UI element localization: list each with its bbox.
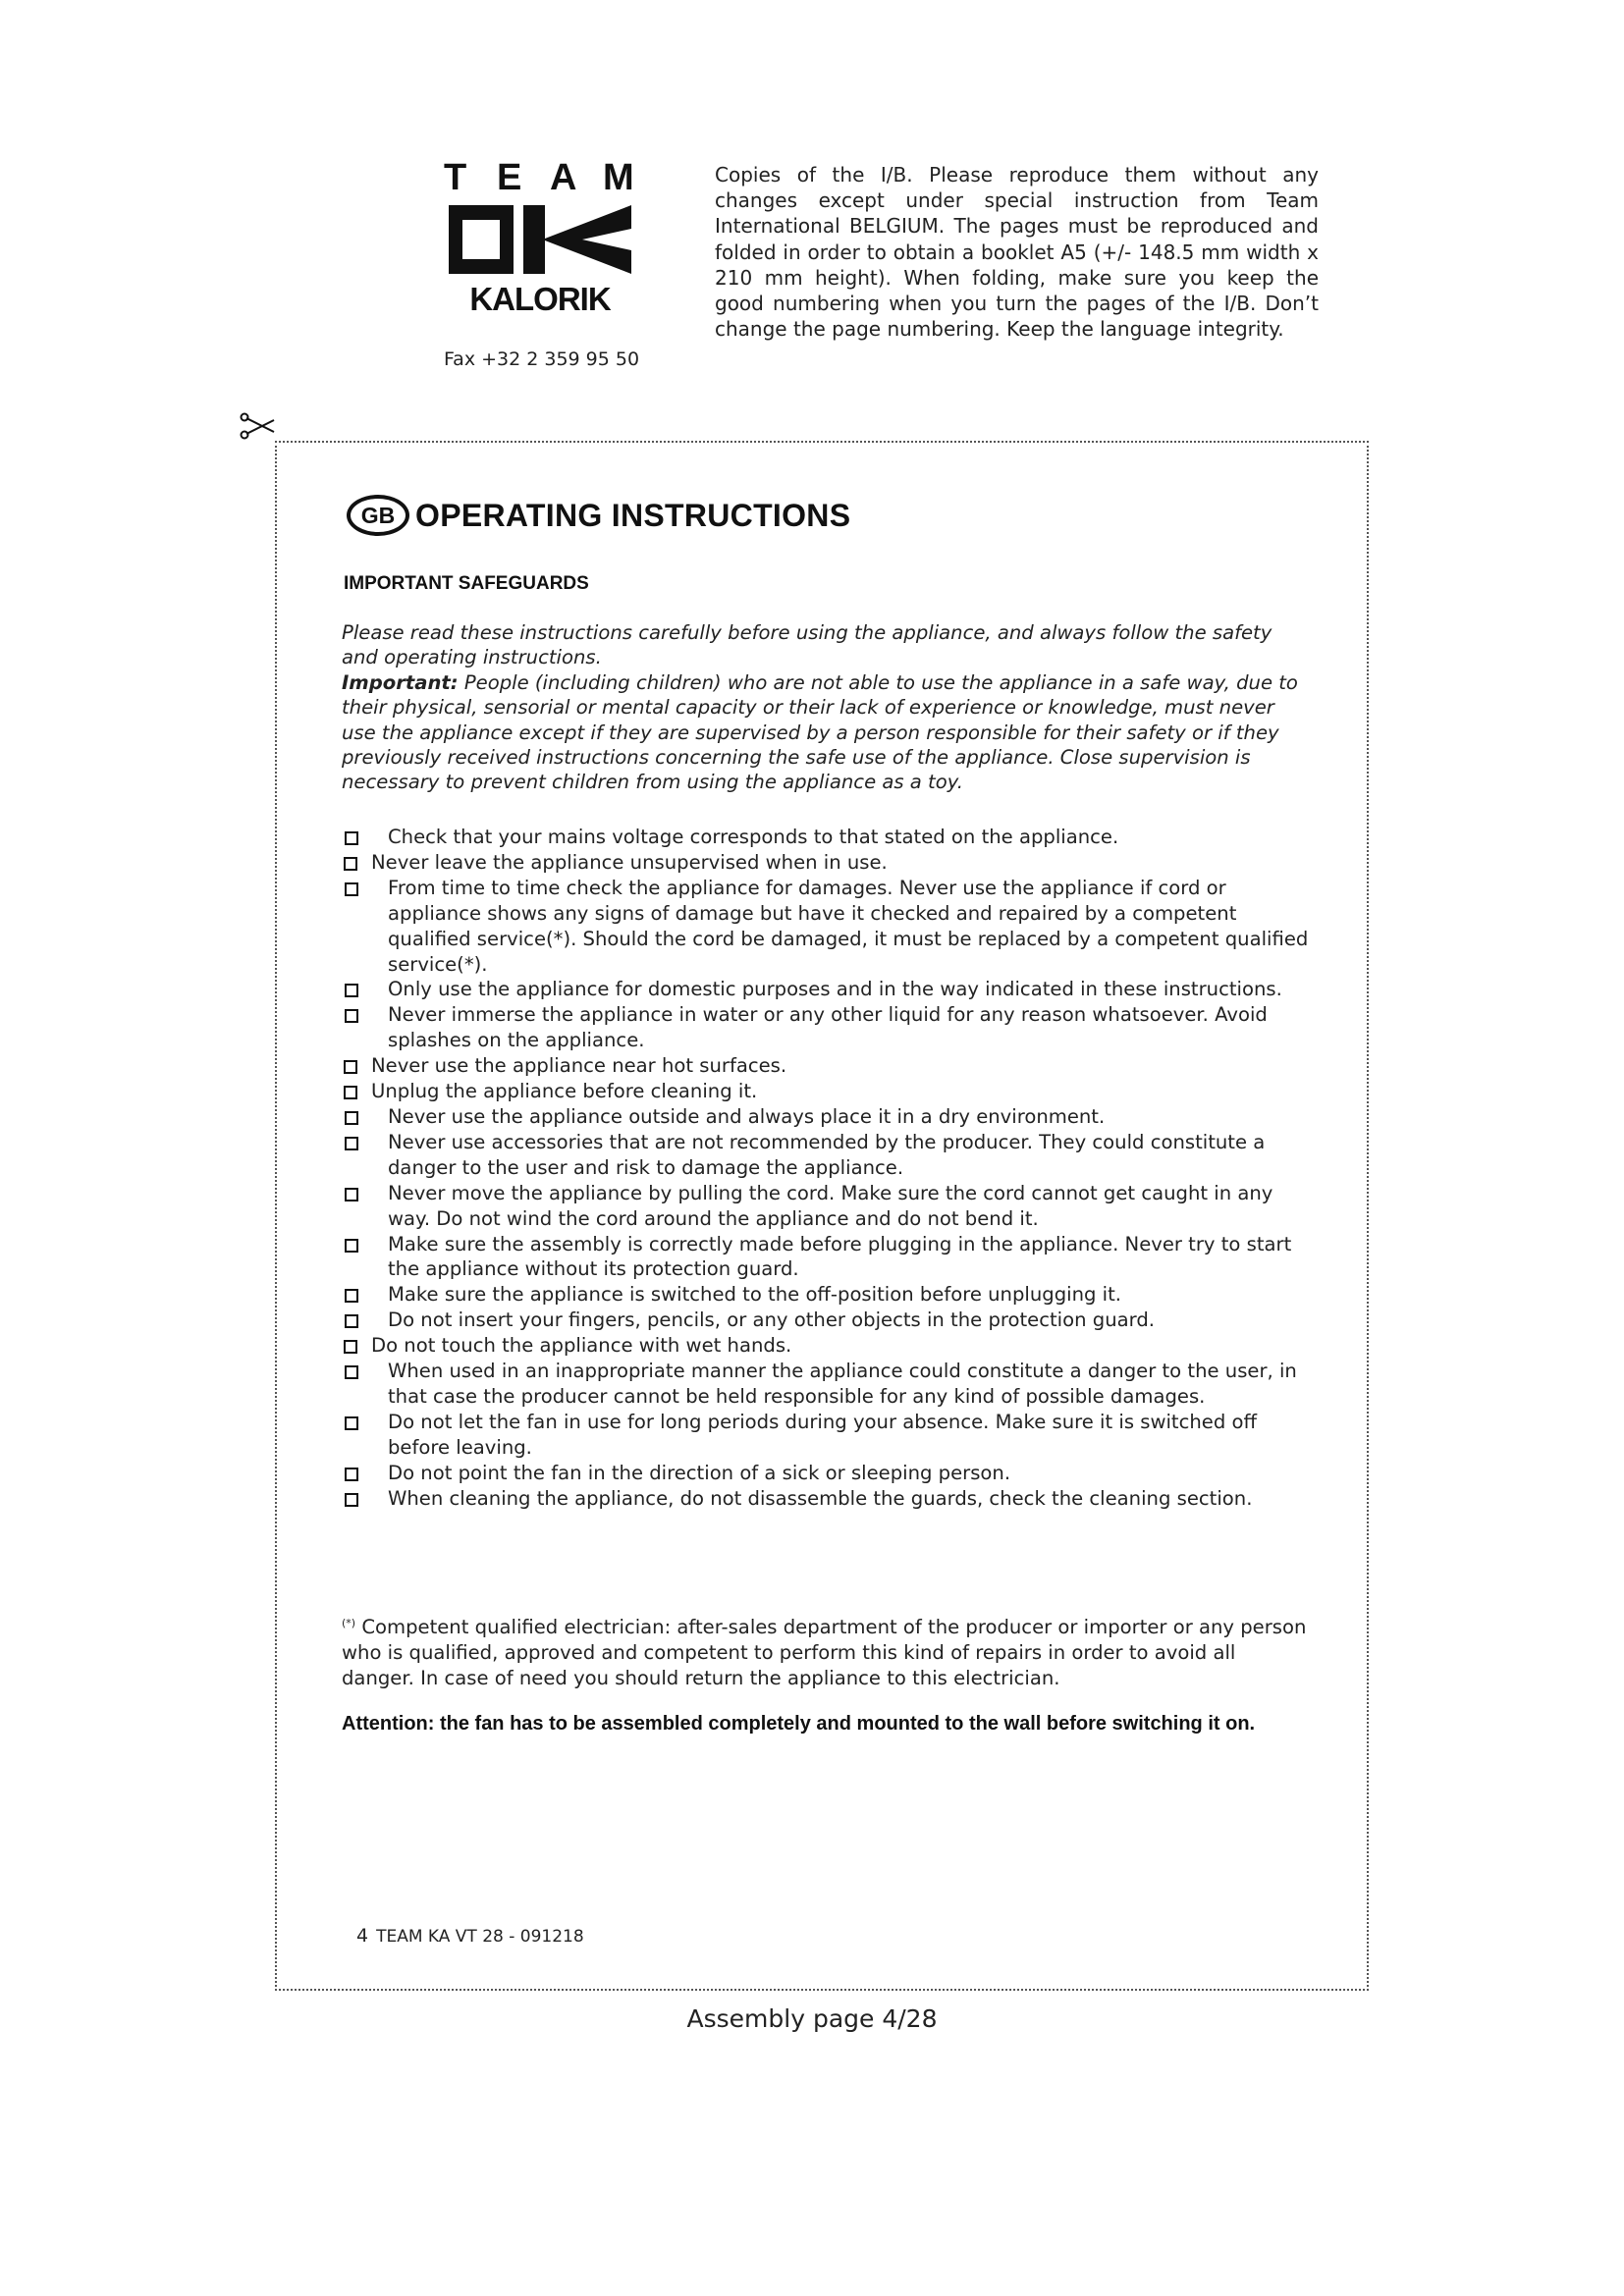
- checkbox-icon: [345, 1416, 358, 1430]
- document-code: TEAM KA VT 28 - 091218: [376, 1927, 584, 1947]
- safeguards-heading: IMPORTANT SAFEGUARDS: [344, 573, 589, 594]
- safeguards-list: [342, 825, 1309, 1511]
- checkbox-icon: [345, 1009, 358, 1023]
- checkbox-icon: [344, 1060, 357, 1074]
- logo-letter: E: [497, 157, 522, 198]
- important-text: People (including children) who are not able to use the appliance in a safe way, due to their physical, sensorial or mental capacity or their lack of experience or knowledge, must never use the appliance except if they are supervised by a person responsible for their safety or if they previously received instructions concerning the safe use of the appliance. Close supervision is necessary to prevent children from using the appliance as a toy.: [342, 670, 1298, 794]
- scissors-icon: [239, 412, 278, 440]
- footnote-text: Competent qualified electrician: after-sales department of the producer or importer or any person who is qualified, approved and competent to perform this kind of repairs in order to avoid all danger. In case of need you should return the appliance to this electrician.: [342, 1616, 1307, 1689]
- important-label: Important:: [342, 670, 459, 694]
- list-item: Make sure the assembly is correctly made before plugging in the appliance. Never try to start the appliance without its protection guard.: [342, 1232, 1309, 1283]
- logo-letter: A: [550, 157, 577, 198]
- list-item: Check that your mains voltage corresponds to that stated on the appliance.: [342, 825, 1309, 850]
- fax-number: Fax +32 2 359 95 50: [444, 348, 640, 370]
- section-heading: [347, 491, 850, 540]
- checkbox-icon: [344, 857, 357, 871]
- logo-team-wordmark: [442, 157, 638, 196]
- checkbox-icon: [345, 1239, 358, 1253]
- page-footer: [356, 1925, 584, 1947]
- checkbox-icon: [345, 984, 358, 997]
- copies-note: Copies of the I/B. Please reproduce them without any changes except under special instruction from Team International BELGIUM. The pages must be reproduced and folded in order to obtain a booklet A5 (+/- 148.5 mm width x 210 mm height). When folding, make sure you keep the good numbering when you turn the pages of the I/B. Don’t change the page numbering. Keep the language integrity.: [715, 163, 1319, 342]
- checkbox-icon: [345, 882, 358, 896]
- footnote-marker: (*): [342, 1617, 356, 1629]
- checkbox-icon: [345, 1188, 358, 1201]
- list-item: Never move the appliance by pulling the cord. Make sure the cord cannot get caught in any way. Do not wind the cord around the appliance and do not bend it.: [342, 1181, 1309, 1232]
- logo-brand: KALORIK: [469, 281, 611, 317]
- page-number: 4: [356, 1925, 369, 1947]
- list-item: Never use the appliance outside and always place it in a dry environment.: [342, 1104, 1309, 1130]
- checkbox-icon: [345, 1289, 358, 1303]
- footnote: [342, 1611, 1309, 1691]
- intro-paragraph: [342, 620, 1309, 795]
- checkbox-icon: [344, 1086, 357, 1099]
- intro-lead: Please read these instructions carefully before using the appliance, and always follow the safety and operating instructions.: [342, 621, 1272, 669]
- checkbox-icon: [345, 1468, 358, 1481]
- language-badge: GB: [347, 495, 409, 536]
- checkbox-icon: [345, 1365, 358, 1379]
- checkbox-icon: [345, 1314, 358, 1328]
- logo-mark-icon: [447, 203, 633, 282]
- list-item: When cleaning the appliance, do not disassemble the guards, check the cleaning section.: [342, 1486, 1309, 1512]
- list-item: Never use the appliance near hot surfaces.: [342, 1053, 1309, 1079]
- list-item: From time to time check the appliance for damages. Never use the appliance if cord or appliance shows any signs of damage but have it checked and repaired by a competent qualified service(*). Should the cord be damaged, it must be replaced by a competent qualified service(*).: [342, 876, 1309, 978]
- logo-letter: M: [603, 157, 634, 198]
- list-item: Do not touch the appliance with wet hands.: [342, 1333, 1309, 1359]
- list-item: Do not insert your fingers, pencils, or any other objects in the protection guard.: [342, 1308, 1309, 1333]
- page-title: OPERATING INSTRUCTIONS: [415, 497, 851, 533]
- checkbox-icon: [345, 1111, 358, 1125]
- attention-note: Attention: the fan has to be assembled completely and mounted to the wall before switching it on.: [342, 1713, 1256, 1735]
- list-item: Never use accessories that are not recommended by the producer. They could constitute a danger to the user and risk to damage the appliance.: [342, 1130, 1309, 1181]
- checkbox-icon: [345, 1493, 358, 1507]
- checkbox-icon: [345, 831, 358, 845]
- list-item: Never leave the appliance unsupervised when in use.: [342, 850, 1309, 876]
- assembly-page-label: Assembly page 4/28: [686, 2004, 938, 2033]
- checkbox-icon: [345, 1137, 358, 1150]
- list-item: Do not point the fan in the direction of a sick or sleeping person.: [342, 1461, 1309, 1486]
- checkbox-icon: [344, 1340, 357, 1354]
- list-item: Make sure the appliance is switched to the off-position before unplugging it.: [342, 1282, 1309, 1308]
- list-item: Do not let the fan in use for long periods during your absence. Make sure it is switched off before leaving.: [342, 1410, 1309, 1461]
- logo-letter: T: [444, 157, 467, 198]
- list-item: Unplug the appliance before cleaning it.: [342, 1079, 1309, 1104]
- list-item: When used in an inappropriate manner the appliance could constitute a danger to the user, in that case the producer cannot be held responsible for any kind of possible damages.: [342, 1359, 1309, 1410]
- list-item: Only use the appliance for domestic purposes and in the way indicated in these instructions.: [342, 977, 1309, 1002]
- list-item: Never immerse the appliance in water or any other liquid for any reason whatsoever. Avoid splashes on the appliance.: [342, 1002, 1309, 1053]
